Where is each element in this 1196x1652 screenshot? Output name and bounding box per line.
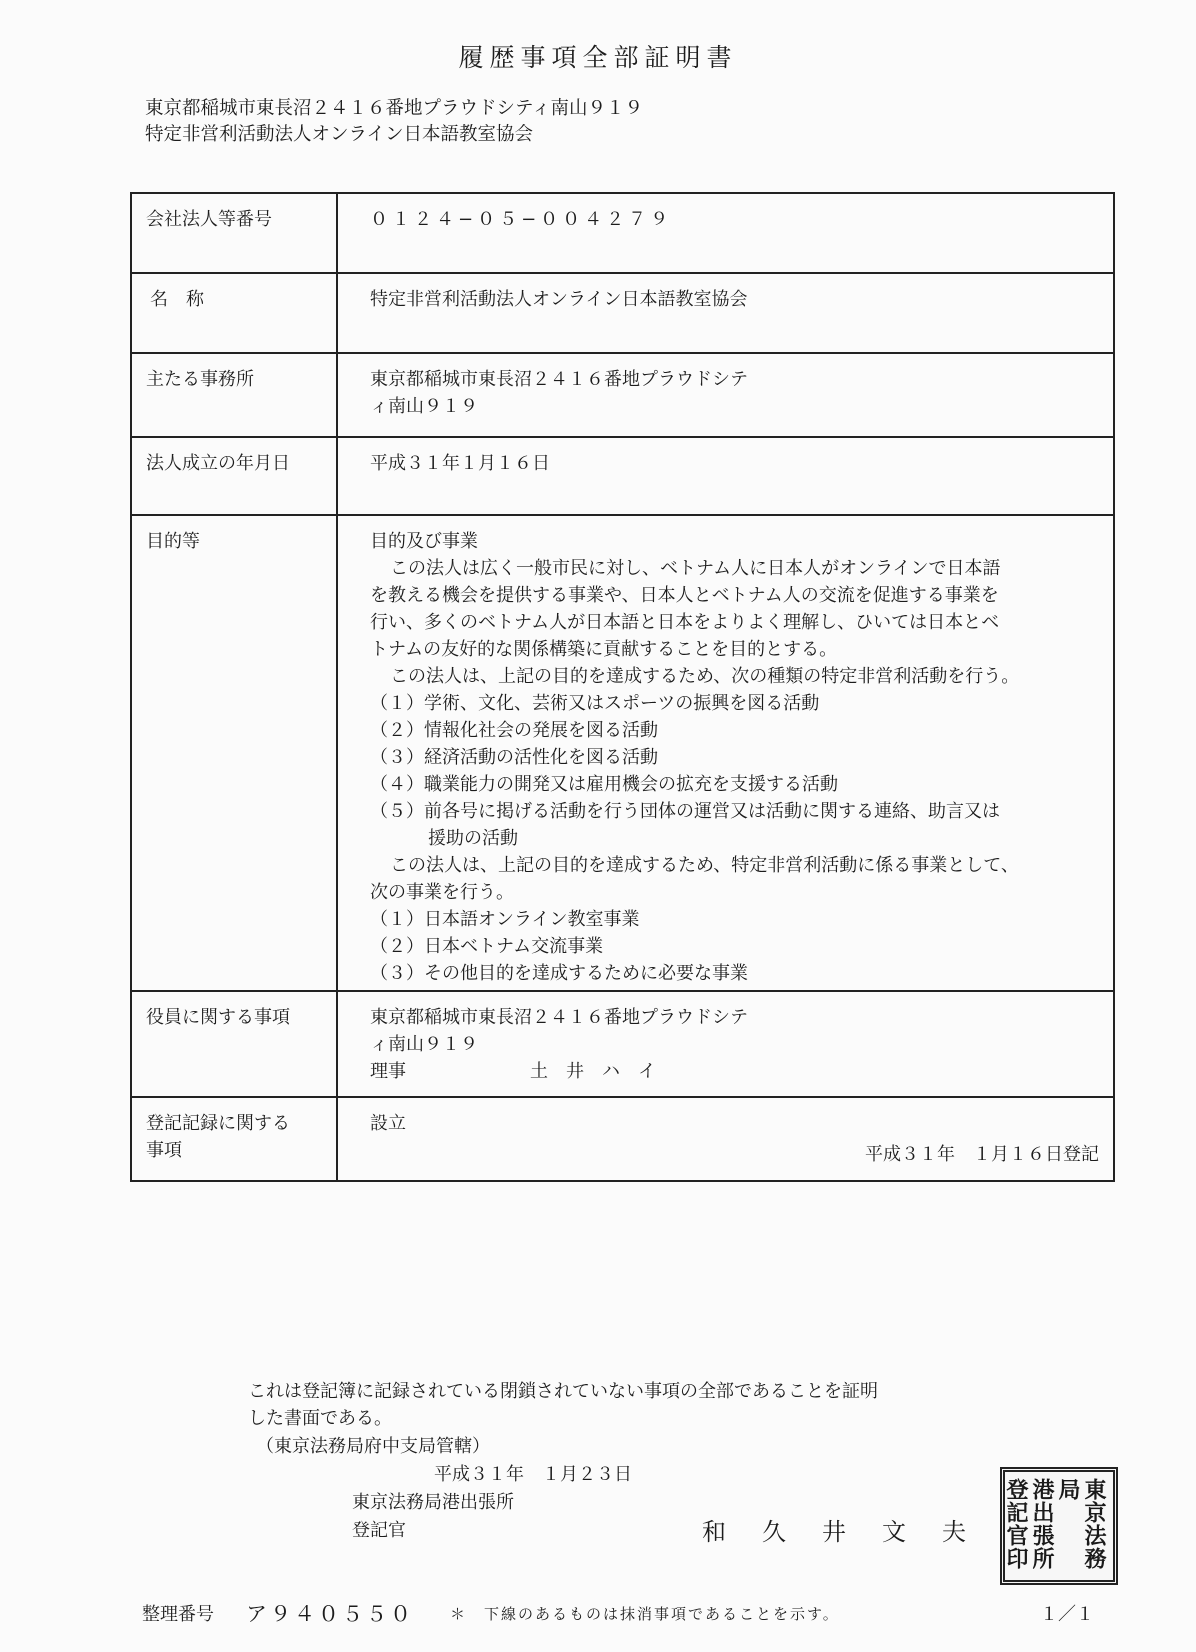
document-title: 履歴事項全部証明書 (458, 43, 738, 72)
label-purpose: 目的等 (131, 515, 337, 991)
activity-item: （３）経済活動の活性化を図る活動 (370, 747, 658, 768)
activity-item-continued: 援助の活動 (428, 828, 518, 849)
page-number: １／１ (1040, 1604, 1094, 1625)
purpose-para3-line: 次の事業を行う。 (370, 882, 514, 903)
label-officers: 役員に関する事項 (131, 991, 337, 1097)
jurisdiction: （東京法務局府中支局管轄） (256, 1436, 490, 1457)
purpose-heading: 目的及び事業 (370, 531, 478, 552)
purpose-para1-line: 行い、多くのベトナム人が日本語と日本をよりよく理解し、ひいては日本とベ (370, 612, 1000, 633)
certification-date: 平成３１年 １月２３日 (434, 1464, 632, 1485)
value-established: 平成３１年１月１６日 (337, 437, 1114, 515)
office-line: 東京都稲城市東長沼２４１６番地プラウドシテ (370, 369, 748, 390)
reference-number: ア９４０５５０ (246, 1602, 414, 1626)
registrar-name: 和 久 井 文 夫 (702, 1518, 972, 1546)
official-seal (1000, 1467, 1118, 1585)
row-officers (131, 991, 1114, 1097)
header-name: 特定非営利活動法人オンライン日本語教室協会 (145, 124, 533, 145)
label-office: 主たる事務所 (131, 353, 337, 437)
registry-date: 平成３１年 １月１６日登記 (865, 1144, 1099, 1165)
row-registry (131, 1097, 1114, 1181)
seal-text: 登記官印 (1003, 1478, 1029, 1570)
registrar-title: 登記官 (352, 1520, 406, 1541)
row-office (131, 353, 1114, 437)
activity-item: （２）情報化社会の発展を図る活動 (370, 720, 658, 741)
registry-table (130, 192, 1115, 1182)
label-corp-number: 会社法人等番号 (131, 193, 337, 273)
value-name: 特定非営利活動法人オンライン日本語教室協会 (337, 273, 1114, 353)
label-registry: 事項 (146, 1140, 182, 1161)
row-corp-number (131, 193, 1114, 273)
label-registry: 登記記録に関する (146, 1113, 290, 1134)
officer-address-line: 東京都稲城市東長沼２４１６番地プラウドシテ (370, 1007, 748, 1028)
row-purpose (131, 515, 1114, 991)
business-item: （２）日本ベトナム交流事業 (370, 936, 604, 957)
certification-line: した書面である。 (248, 1408, 392, 1429)
purpose-para3-line: この法人は、上記の目的を達成するため、特定非営利活動に係る事業として、 (390, 855, 1019, 876)
header-address: 東京都稲城市東長沼２４１６番地プラウドシティ南山９１９ (145, 98, 644, 119)
officer-name: 土 井 ハ イ (530, 1061, 656, 1082)
purpose-para1-line: トナムの友好的な関係構築に貢献することを目的とする。 (370, 639, 838, 660)
registry-value: 設立 (370, 1113, 406, 1134)
value-corp-number: ０１２４−０５−００４２７９ (370, 209, 673, 230)
row-established (131, 437, 1114, 515)
deletion-note: ＊ 下線のあるものは抹消事項であることを示す。 (450, 1605, 840, 1623)
reference-label: 整理番号 (142, 1604, 214, 1625)
issuing-office: 東京法務局港出張所 (352, 1492, 514, 1513)
office-line: ィ南山９１９ (370, 396, 478, 417)
purpose-para1-line: この法人は広く一般市民に対し、ベトナム人に日本人がオンラインで日本語 (390, 558, 1001, 579)
seal-text: 東京法務局 (1055, 1478, 1107, 1570)
business-item: （３）その他目的を達成するために必要な事業 (370, 963, 748, 984)
seal-text: 港出張所 (1029, 1478, 1055, 1570)
activity-item: （４）職業能力の開発又は雇用機会の拡充を支援する活動 (370, 774, 838, 795)
activity-item: （５）前各号に掲げる活動を行う団体の運営又は活動に関する連絡、助言又は (370, 801, 1000, 822)
activity-item: （１）学術、文化、芸術又はスポーツの振興を図る活動 (370, 693, 820, 714)
label-established: 法人成立の年月日 (131, 437, 337, 515)
business-item: （１）日本語オンライン教室事業 (370, 909, 640, 930)
officer-address-line: ィ南山９１９ (370, 1034, 478, 1055)
certification-line: これは登記簿に記録されている閉鎖されていない事項の全部であることを証明 (248, 1381, 878, 1402)
label-name: 名 称 (131, 273, 337, 353)
row-name (131, 273, 1114, 353)
officer-role: 理事 (370, 1061, 406, 1082)
purpose-para2: この法人は、上記の目的を達成するため、次の種類の特定非営利活動を行う。 (390, 666, 1020, 687)
purpose-para1-line: を教える機会を提供する事業や、日本人とベトナム人の交流を促進する事業を (370, 585, 999, 606)
